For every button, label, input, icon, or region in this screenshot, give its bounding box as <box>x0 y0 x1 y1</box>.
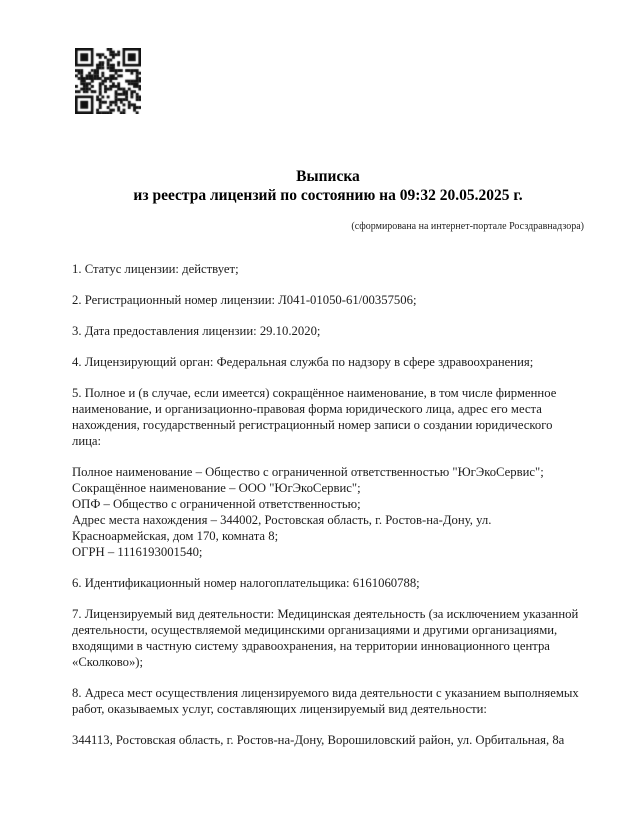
item-6-taxpayer-number: 6. Идентификационный номер налогоплательщика: 6161060788; <box>72 576 420 590</box>
title-line-1: Выписка <box>296 168 360 185</box>
entity-short-name: Сокращённое наименование – ООО "ЮгЭкоСервис"; <box>72 481 361 495</box>
entity-details <box>72 464 584 560</box>
title-line-2: из реестра лицензий по состоянию на 09:32 20.05.2025 г. <box>133 187 523 204</box>
item-3-grant-date: 3. Дата предоставления лицензии: 29.10.2020; <box>72 324 321 338</box>
item-5-entity-heading: 5. Полное и (в случае, если имеется) сокращённое наименование, в том числе фирменное наименование, и организационно-правовая форма юридического лица, адрес его места нахождения, государственный регистрационный номер записи о создании юридического лица: <box>72 386 557 448</box>
item-7-licensed-activity: 7. Лицензируемый вид деятельности: Медицинская деятельность (за исключением указанной деятельности, осуществляемой медицинскими организациями и другими организациями, входящими в частную систему здравоохранения, на территории инновационного центра «Сколково»); <box>72 607 579 669</box>
document-body <box>72 261 584 748</box>
qr-code <box>75 48 141 114</box>
entity-legal-form: ОПФ – Общество с ограниченной ответственностью; <box>72 497 361 511</box>
item-4-licensing-authority: 4. Лицензирующий орган: Федеральная служба по надзору в сфере здравоохранения; <box>72 355 534 369</box>
item-1-license-status: 1. Статус лицензии: действует; <box>72 262 239 276</box>
entity-address: Адрес места нахождения – 344002, Ростовская область, г. Ростов-на-Дону, ул. Красноармейская, дом 170, комната 8; <box>72 513 492 543</box>
entity-ogrn: ОГРН – 1116193001540; <box>72 545 203 559</box>
activity-address: 344113, Ростовская область, г. Ростов-на-Дону, Ворошиловский район, ул. Орбитальная, 8а <box>72 733 565 747</box>
document-title <box>72 167 584 205</box>
item-8-addresses-heading: 8. Адреса мест осуществления лицензируемого вида деятельности с указанием выполняемых работ, оказываемых услуг, составляющих лицензируемый вид деятельности: <box>72 686 579 716</box>
item-2-registration-number: 2. Регистрационный номер лицензии: Л041-01050-61/00357506; <box>72 293 417 307</box>
entity-full-name: Полное наименование – Общество с ограниченной ответственностью "ЮгЭкоСервис"; <box>72 465 544 479</box>
document-subtitle: (сформирована на интернет-портале Росздравнадзора) <box>351 221 584 232</box>
document-content <box>72 167 584 763</box>
